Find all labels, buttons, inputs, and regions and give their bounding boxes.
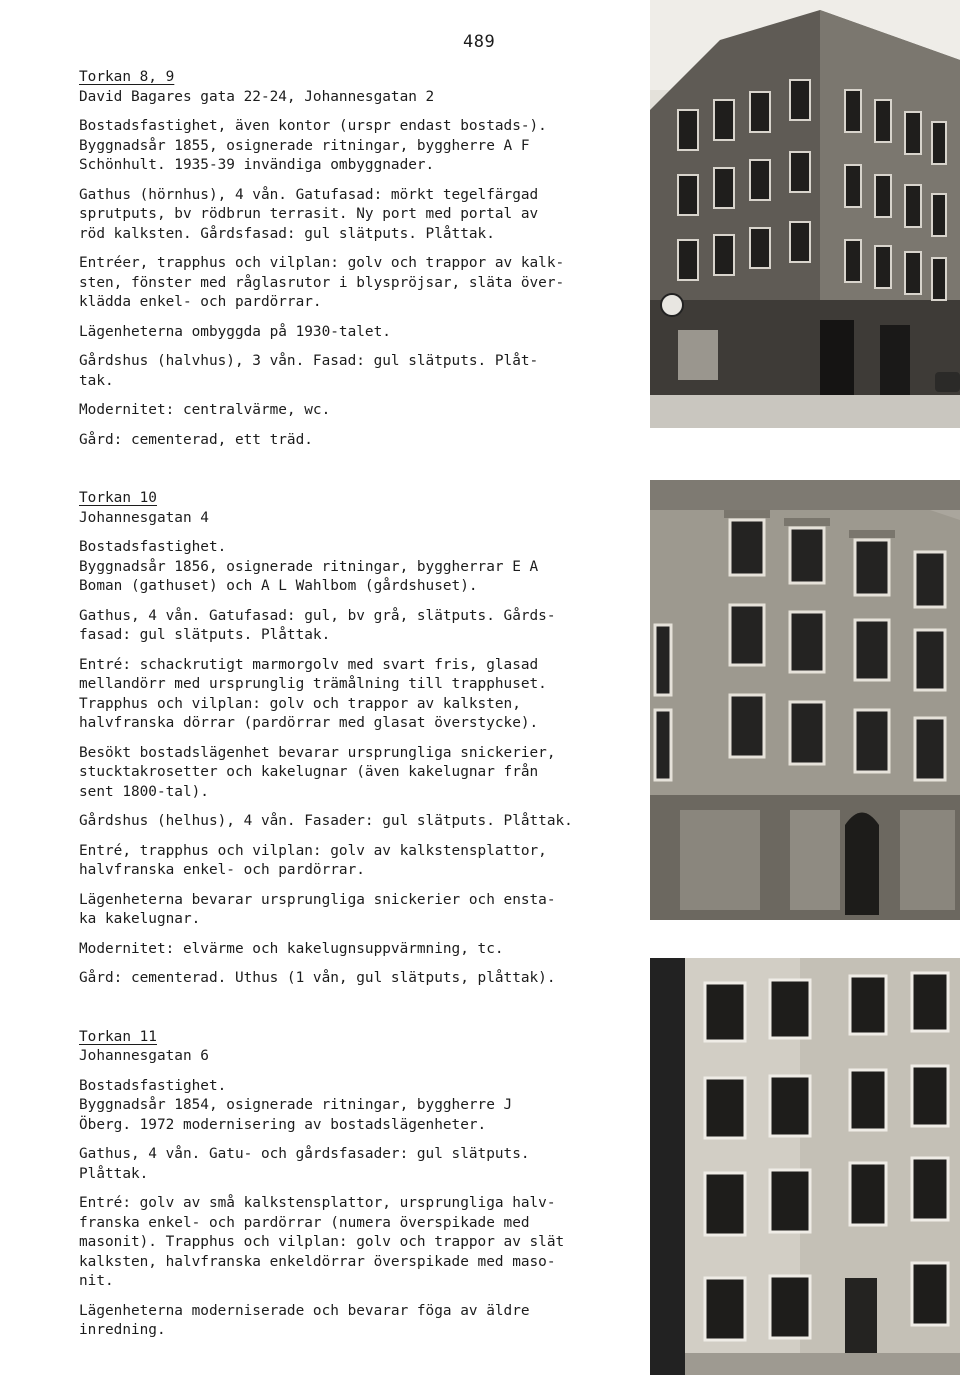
paragraph: Gathus (hörnhus), 4 vån. Gatufasad: mörkt tegelfärgad sprutputs, bv rödbrun terrasit. Ny port med portal av röd kalksten. Gårdsfasad: gul slätputs. Plåttak. [79, 186, 539, 242]
entry-address: David Bagares gata 22-24, Johannesgatan 2 [79, 88, 435, 105]
photo-facade-johannesgatan-4 [650, 480, 960, 920]
entry-title: Torkan 11 [79, 1028, 157, 1045]
paragraph: Besökt bostadslägenhet bevarar ursprungliga snickerier, stucktakrosetter och kakelugnar (även kakelugnar från sent 1800-tal). [79, 744, 556, 800]
paragraph: Modernitet: elvärme och kakelugnsuppvärmning, tc. [79, 940, 504, 957]
text-column [79, 68, 659, 1341]
entry-address: Johannesgatan 4 [79, 509, 209, 526]
paragraph: Gathus, 4 vån. Gatufasad: gul, bv grå, slätputs. Gårds- fasad: gul slätputs. Plåttak. [79, 607, 556, 643]
photo-corner-building [650, 0, 960, 428]
photo-facade-johannesgatan-6 [650, 958, 960, 1375]
paragraph: Entré, trapphus och vilplan: golv av kalkstensplattor, halvfranska enkel- och pardörrar. [79, 842, 547, 878]
entry-torkan-10 [79, 489, 659, 989]
paragraph: Entré: golv av små kalkstensplattor, ursprungliga halv- franska enkel- och pardörrar (numera överspikade med masonit). Trapphus och vilplan: golv och trappor av slät kalksten, halvfranska enkeldörrar överspikade med maso- nit. [79, 1195, 565, 1289]
paragraph: Gård: cementerad. Uthus (1 vån, gul slätputs, plåttak). [79, 970, 556, 986]
entry-title: Torkan 10 [79, 490, 157, 506]
paragraph: Entréer, trapphus och vilplan: golv och trappor av kalk- sten, fönster med råglasrutor i blyspröjsar, släta över- klädda enkel- och pardörrar. [79, 255, 565, 310]
entry-torkan-11 [79, 1028, 659, 1341]
page-number: 489 [463, 32, 496, 52]
paragraph: Entré: schackrutigt marmorgolv med svart fris, glasad mellandörr med ursprunglig trämålning till trapphuset. Trapphus och vilplan: golv och trappor av kalksten, halvfranska dörrar (pardörrar med glasat överstycke). [79, 656, 547, 731]
paragraph: Lägenheterna bevarar ursprungliga snickerier och ensta- ka kakelugnar. [79, 891, 556, 927]
entry-address: Johannesgatan 6 [79, 1048, 209, 1064]
paragraph: Bostadsfastighet, även kontor (urspr endast bostads-). Byggnadsår 1855, osignerade ritningar, byggherre A F Schönhult. 1935-39 invändiga ombyggnader. [79, 118, 547, 173]
paragraph: Modernitet: centralvärme, wc. [79, 402, 331, 418]
paragraph: Gård: cementerad, ett träd. [79, 431, 313, 448]
entry-title: Torkan 8, 9 [79, 69, 175, 85]
paragraph: Lägenheterna moderniserade och bevarar föga av äldre inredning. [79, 1302, 530, 1338]
entry-torkan-8-9 [79, 68, 659, 450]
paragraph: Gårdshus (halvhus), 3 vån. Fasad: gul slätputs. Plåt- tak. [79, 353, 539, 389]
paragraph: Lägenheterna ombyggda på 1930-talet. [79, 323, 391, 340]
paragraph: Bostadsfastighet. Byggnadsår 1856, osignerade ritningar, byggherrar E A Boman (gathuset) och A L Wahlbom (gårdshuset). [79, 539, 539, 594]
paragraph: Bostadsfastighet. Byggnadsår 1854, osignerade ritningar, byggherre J Öberg. 1972 modernisering av bostadslägenheter. [79, 1077, 513, 1133]
paragraph: Gathus, 4 vån. Gatu- och gårdsfasader: gul slätputs. Plåttak. [79, 1146, 530, 1182]
paragraph: Gårdshus (helhus), 4 vån. Fasader: gul slätputs. Plåttak. [79, 813, 573, 829]
